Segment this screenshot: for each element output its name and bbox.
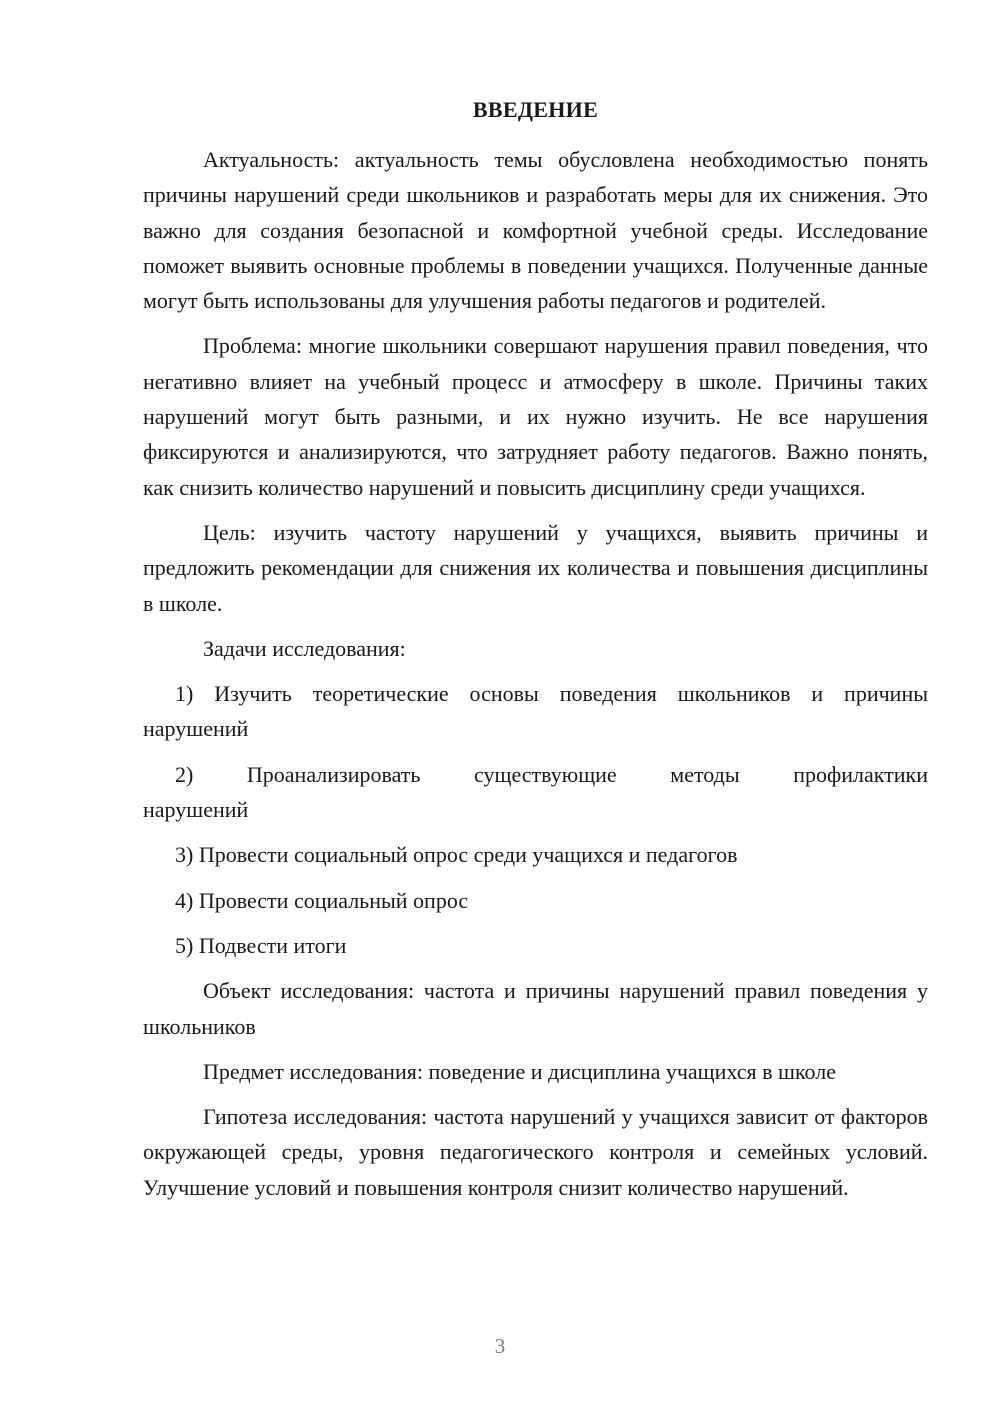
task-item-2-continuation: нарушений [143, 797, 249, 823]
page-number: 3 [494, 1334, 506, 1358]
section-title: ВВЕДЕНИЕ [472, 97, 599, 122]
task-item-4: 4) Провести социальный опрос [175, 887, 469, 913]
object-paragraph: Объект исследования: частота и причины нарушений правил поведения у школьников [143, 978, 928, 1039]
task-item-5: 5) Подвести итоги [175, 932, 347, 958]
subject-paragraph: Предмет исследования: поведение и дисциплина учащихся в школе [203, 1058, 836, 1084]
document-page [143, 94, 928, 1215]
relevance-paragraph: Актуальность: актуальность темы обусловлена необходимостью понять причины нарушений среди школьников и разработать меры для их снижения. Это важно для создания безопасной и комфортной учебной среды. Исследование поможет выявить основные проблемы в поведении учащихся. Полученные данные могут быть использованы для улучшения работы педагогов и родителей. [143, 147, 928, 314]
task-item-2: 2) Проанализировать существующие методы профилактики [175, 761, 928, 787]
goal-paragraph: Цель: изучить частоту нарушений у учащихся, выявить причины и предложить рекомендации для снижения их количества и повышения дисциплины в школе. [143, 519, 928, 616]
task-item-3: 3) Провести социальный опрос среди учащихся и педагогов [175, 842, 738, 868]
hypothesis-paragraph: Гипотеза исследования: частота нарушений у учащихся зависит от факторов окружающей среды, уровня педагогического контроля и семейных условий. Улучшение условий и повышения контроля снизит количество нарушений. [143, 1104, 928, 1200]
tasks-heading: Задачи исследования: [203, 635, 406, 661]
task-item-1: 1) Изучить теоретические основы поведения школьников и причины нарушений [143, 681, 928, 742]
problem-paragraph: Проблема: многие школьники совершают нарушения правил поведения, что негативно влияет на учебный процесс и атмосферу в школе. Причины таких нарушений могут быть разными, и их нужно изучить. Не все нарушения фиксируются и анализируются, что затрудняет работу педагогов. Важно понять, как снизить количество нарушений и повысить дисциплину среди учащихся. [143, 333, 928, 500]
